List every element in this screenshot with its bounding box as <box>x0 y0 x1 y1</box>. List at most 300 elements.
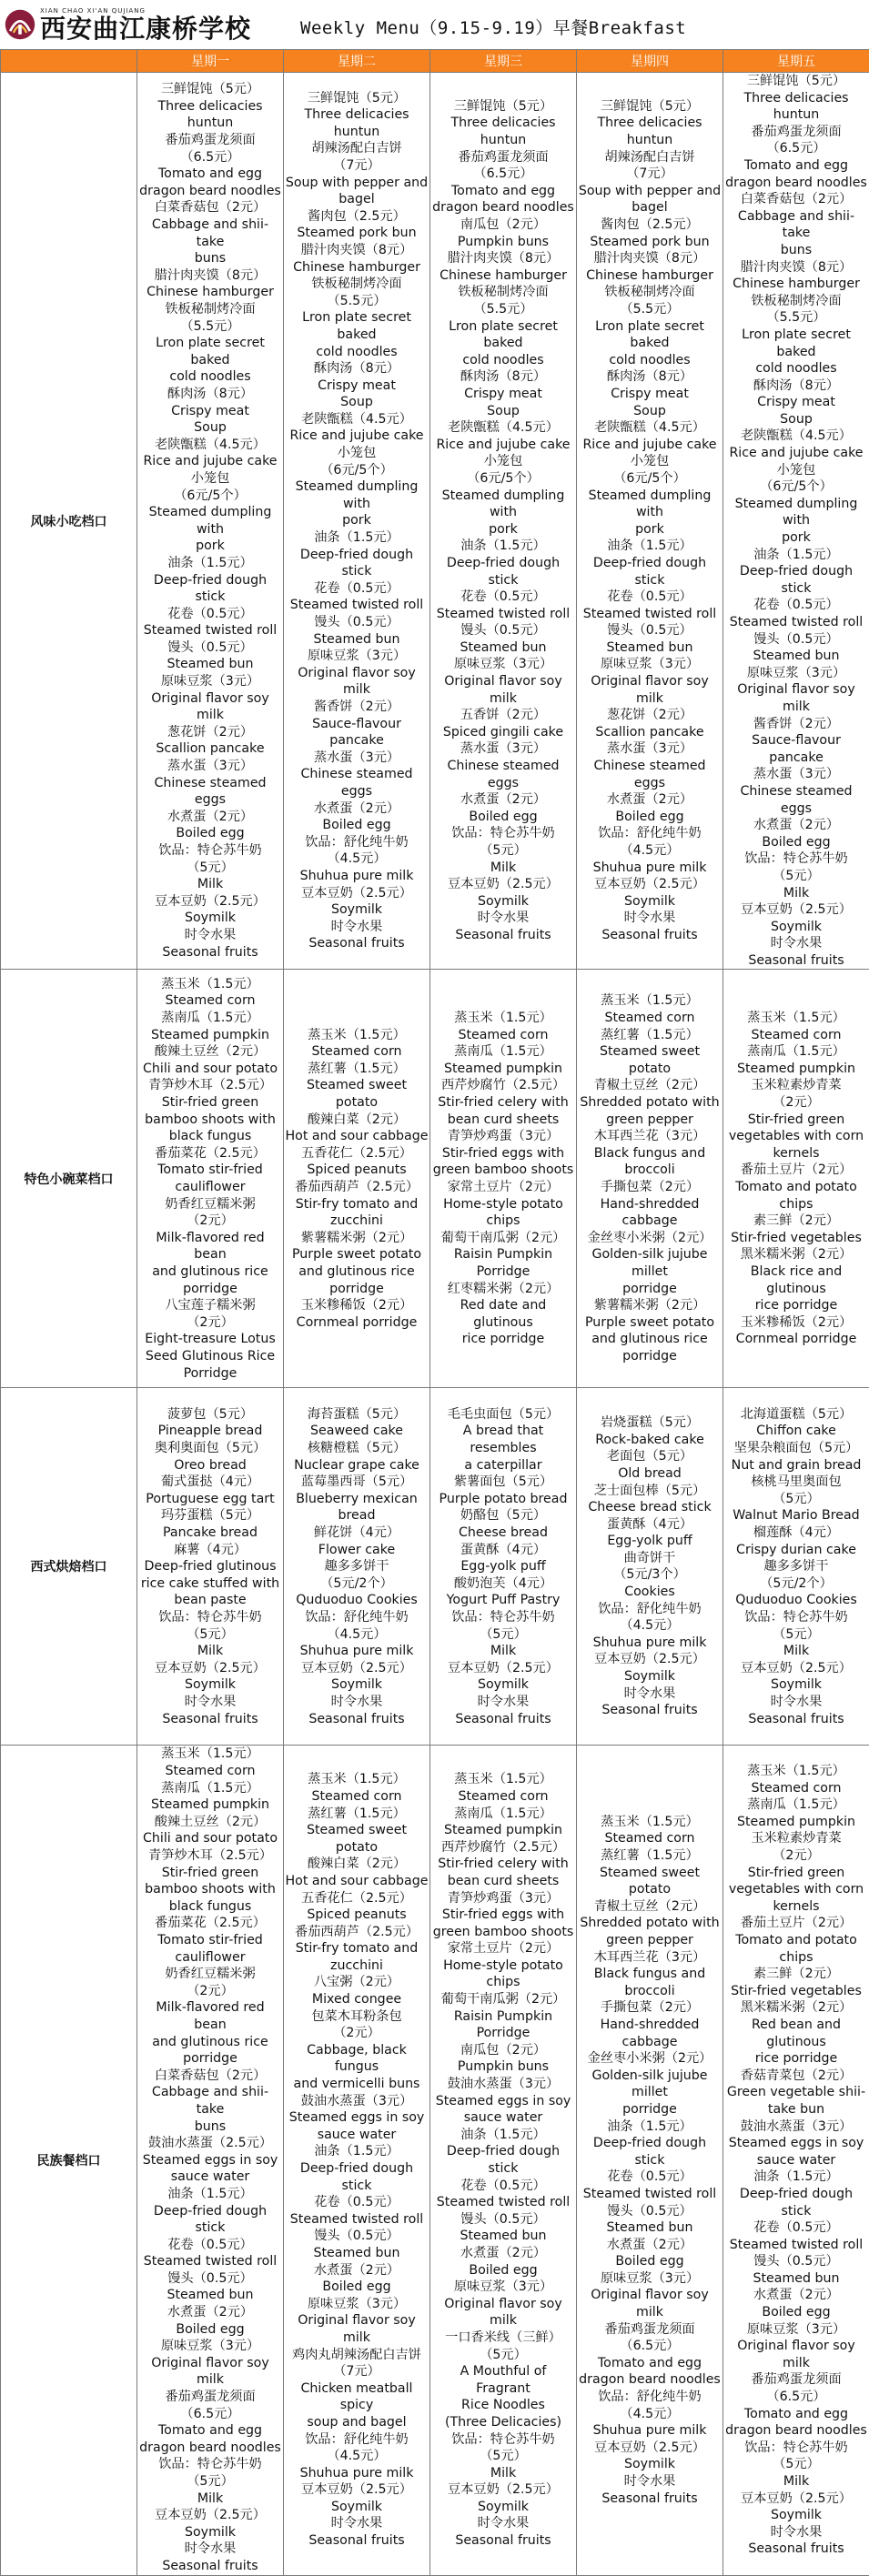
menu-item-line: Oreo bread <box>138 1457 282 1474</box>
menu-item-line: 核桃马里奥面包 <box>724 1474 868 1491</box>
menu-item-line: Steamed pork bun <box>285 225 429 242</box>
menu-item-line: 蒸红薯（1.5元） <box>578 1847 722 1865</box>
menu-item-line: Three delicacies huntun <box>724 90 868 124</box>
menu-item-line: Deep-fried dough stick <box>138 572 282 606</box>
menu-item-line: green pepper <box>578 1112 722 1129</box>
menu-item-line: 青笋炒木耳（2.5元） <box>138 1847 282 1865</box>
menu-item-line: Black rice and glutinous <box>724 1263 868 1297</box>
menu-item-line: 饮品：舒化纯牛奶 <box>578 825 722 842</box>
menu-item-line: （5元） <box>724 1626 868 1644</box>
menu-item-line: Boiled egg <box>578 2253 722 2270</box>
menu-item-line: 时令水果 <box>724 2524 868 2541</box>
menu-item-line: 番茄鸡蛋龙须面 <box>578 2321 722 2339</box>
menu-item-line: 油条（1.5元） <box>578 2118 722 2136</box>
menu-item-line: Steamed sweet potato <box>578 1865 722 1898</box>
menu-item-line: 番茄鸡蛋龙须面 <box>431 149 575 166</box>
menu-item-line: （5.5元） <box>578 301 722 318</box>
menu-item-line: 花卷（0.5元） <box>724 2219 868 2237</box>
menu-item-line: Original flavor soy milk <box>578 673 722 707</box>
menu-item-line: 蒸南瓜（1.5元） <box>138 1780 282 1797</box>
menu-item-line: 三鲜馄饨（5元） <box>285 90 429 107</box>
menu-item-line: 酸辣白菜（2元） <box>285 1856 429 1873</box>
menu-item-line: 蒸南瓜（1.5元） <box>431 1806 575 1823</box>
menu-item-line: Original flavor soy milk <box>724 681 868 715</box>
menu-item-line: 时令水果 <box>431 910 575 927</box>
menu-item-line: Steamed bun <box>578 2219 722 2237</box>
menu-item-line: Purple potato bread <box>431 1491 575 1508</box>
menu-item-line: 酥肉汤（8元） <box>724 377 868 395</box>
menu-item-line: Stir-fry tomato and <box>285 1940 429 1957</box>
menu-item-line: 花卷（0.5元） <box>431 2178 575 2195</box>
menu-item-line: 三鲜馄饨（5元） <box>724 73 868 90</box>
menu-item-line: kernels <box>724 1898 868 1916</box>
menu-item-line: 花卷（0.5元） <box>724 597 868 614</box>
menu-item-line: 紫薯糯米粥（2元） <box>285 1230 429 1247</box>
menu-item-line: （4.5元） <box>578 842 722 860</box>
menu-cell-friday <box>723 1746 869 2575</box>
menu-item-line: Crispy meat <box>431 386 575 403</box>
menu-item-line: Seasonal fruits <box>138 1711 282 1728</box>
menu-item-line: 酥肉汤（8元） <box>578 368 722 386</box>
menu-item-line: 油条（1.5元） <box>431 538 575 555</box>
menu-item-line: 八宝粥（2元） <box>285 1974 429 1991</box>
menu-item-line: Cabbage, black fungus <box>285 2042 429 2076</box>
menu-item-line: chips <box>431 1213 575 1230</box>
menu-item-line: 鸡肉丸胡辣汤配白吉饼 <box>285 2347 429 2364</box>
menu-item-line: 馒头（0.5元） <box>138 2270 282 2288</box>
menu-item-line: Shuhua pure milk <box>578 860 722 877</box>
menu-item-line: Soymilk <box>285 901 429 919</box>
menu-item-line: Pineapple bread <box>138 1423 282 1440</box>
menu-item-line: 番茄菜花（2.5元） <box>138 1145 282 1162</box>
menu-item-line: 奶香红豆糯米粥 <box>138 1196 282 1213</box>
menu-item-line: 豆本豆奶（2.5元） <box>578 2440 722 2457</box>
category-label: 民族餐档口 <box>1 1746 137 2575</box>
menu-item-line: Chinese hamburger <box>431 267 575 285</box>
menu-item-line: 铁板秘制烤冷面 <box>138 301 282 318</box>
menu-item-line: zucchini <box>285 1957 429 1975</box>
menu-item-line: 三鲜馄饨（5元） <box>578 98 722 116</box>
menu-item-line: pork <box>138 538 282 555</box>
menu-item-line: 酥肉汤（8元） <box>138 386 282 403</box>
menu-item-line: pork <box>431 521 575 538</box>
menu-item-line: （5.5元） <box>285 293 429 310</box>
menu-item-line: Shredded potato with <box>578 1094 722 1112</box>
menu-item-line: Tomato and egg <box>578 2355 722 2372</box>
menu-item-line: bean curd sheets <box>431 1873 575 1890</box>
menu-item-line: （4.5元） <box>578 1617 722 1635</box>
menu-item-line: Boiled egg <box>724 834 868 851</box>
menu-item-line: Eight-treasure Lotus <box>138 1331 282 1348</box>
menu-item-line: Stir-fried celery with <box>431 1856 575 1873</box>
menu-cell-wednesday <box>430 1746 577 2575</box>
menu-item-line: Soup <box>724 411 868 428</box>
menu-item-line: Milk <box>431 1643 575 1660</box>
menu-item-line: Deep-fried dough stick <box>138 2203 282 2237</box>
menu-item-line: Seasonal fruits <box>285 1711 429 1728</box>
menu-item-line: （5元） <box>724 1491 868 1508</box>
menu-item-line: 时令水果 <box>431 1694 575 1711</box>
menu-item-line: Soup with pepper and <box>285 175 429 192</box>
menu-item-line: 五香花仁（2.5元） <box>285 1145 429 1162</box>
menu-cell-monday <box>137 1746 284 2575</box>
menu-item-line: 蒸水蛋（3元） <box>724 766 868 783</box>
menu-item-line: Steamed corn <box>431 1027 575 1044</box>
menu-item-line: Rice and jujube cake <box>138 453 282 470</box>
menu-item-line: 玉米粒素炒青菜 <box>724 1077 868 1094</box>
menu-item-line: 玉米粒素炒青菜 <box>724 1830 868 1847</box>
menu-item-line: 原味豆浆（3元） <box>285 648 429 665</box>
menu-item-line: 五香饼（2元） <box>431 707 575 724</box>
menu-item-line: 蒸玉米（1.5元） <box>138 1746 282 1763</box>
menu-item-line: Black fungus and <box>578 1966 722 1983</box>
menu-item-line: （7元） <box>578 166 722 183</box>
menu-item-line: 番茄鸡蛋龙须面 <box>138 2389 282 2406</box>
menu-item-line: 番茄西葫芦（2.5元） <box>285 1924 429 1941</box>
menu-item-line: 手撕包菜（2元） <box>578 1179 722 1196</box>
menu-item-line: 馒头（0.5元） <box>724 2253 868 2270</box>
menu-item-line: Soup <box>138 419 282 437</box>
menu-item-line: 素三鲜（2元） <box>724 1966 868 1983</box>
day-header-row <box>1 50 869 73</box>
menu-item-line: 豆本豆奶（2.5元） <box>578 1651 722 1668</box>
menu-item-line: green pepper <box>578 1932 722 1949</box>
menu-item-line: black fungus <box>138 1898 282 1916</box>
menu-item-line: Original flavor soy milk <box>431 2296 575 2329</box>
menu-item-line: 核糖橙糕（5元） <box>285 1440 429 1457</box>
menu-item-line: Steamed bun <box>431 639 575 657</box>
menu-item-line: 饮品：特仑苏牛奶 <box>138 2456 282 2473</box>
menu-item-line: 蒸玉米（1.5元） <box>578 1814 722 1831</box>
menu-item-line: 油条（1.5元） <box>285 529 429 547</box>
menu-item-line: （2元） <box>138 1983 282 2000</box>
menu-item-line: Shuhua pure milk <box>285 868 429 885</box>
menu-item-line: Chinese steamed eggs <box>724 783 868 817</box>
menu-item-line: Steamed dumpling with <box>138 504 282 538</box>
menu-item-line: Steamed dumpling with <box>724 496 868 529</box>
menu-item-line: 家常土豆片（2元） <box>431 1940 575 1957</box>
menu-item-line: Steamed sweet potato <box>285 1822 429 1856</box>
menu-item-line: cabbage <box>578 1213 722 1230</box>
menu-item-line: Tomato and egg <box>431 183 575 200</box>
menu-item-line: （5元） <box>431 1626 575 1644</box>
menu-item-line: Three delicacies huntun <box>138 98 282 132</box>
menu-item-line: 青笋炒鸡蛋（3元） <box>431 1128 575 1145</box>
menu-item-line: 小笼包 <box>724 462 868 479</box>
menu-item-line: 青椒土豆丝（2元） <box>578 1898 722 1916</box>
menu-item-line: Steamed twisted roll <box>285 2211 429 2229</box>
menu-item-line: 油条（1.5元） <box>578 538 722 555</box>
menu-item-line: 花卷（0.5元） <box>138 606 282 623</box>
menu-item-line: Stir-fried vegetables <box>724 1983 868 2000</box>
menu-item-line: Steamed bun <box>138 2287 282 2304</box>
menu-item-line: 玉米糁稀饭（2元） <box>724 1314 868 1332</box>
menu-item-line: Quduoduo Cookies <box>285 1592 429 1609</box>
menu-item-line: Home-style potato <box>431 1196 575 1213</box>
menu-item-line: Three delicacies huntun <box>578 115 722 148</box>
menu-item-line: Lron plate secret baked <box>138 335 282 368</box>
menu-item-line: Steamed twisted roll <box>285 597 429 614</box>
menu-item-line: Rice Noodles <box>431 2397 575 2414</box>
menu-item-line: Boiled egg <box>431 2262 575 2279</box>
menu-item-line: (Three Delicacies) <box>431 2414 575 2431</box>
menu-item-line: 酸辣土豆丝（2元） <box>138 1043 282 1061</box>
menu-item-line: 小笼包 <box>138 470 282 488</box>
menu-item-line: Lron plate secret baked <box>578 318 722 352</box>
menu-item-line: Chili and sour potato <box>138 1061 282 1078</box>
menu-item-line: Chinese steamed eggs <box>431 758 575 791</box>
menu-item-line: Red date and glutinous <box>431 1297 575 1331</box>
menu-item-line: Soymilk <box>285 2499 429 2516</box>
menu-item-line: Boiled egg <box>285 2279 429 2296</box>
menu-item-line: porridge <box>285 1281 429 1298</box>
corner-cell <box>1 50 137 73</box>
menu-item-line: 玉米糁稀饭（2元） <box>285 1297 429 1314</box>
menu-item-line: （5元） <box>138 1626 282 1644</box>
menu-item-line: 蒸水蛋（3元） <box>578 740 722 758</box>
menu-item-line: （4.5元） <box>285 1626 429 1644</box>
menu-item-line: 花卷（0.5元） <box>578 2168 722 2186</box>
menu-item-line: and glutinous rice <box>285 1263 429 1281</box>
menu-item-line: 木耳西兰花（3元） <box>578 1949 722 1967</box>
menu-item-line: Deep-fried dough stick <box>431 2143 575 2177</box>
menu-item-line: 蒸南瓜（1.5元） <box>138 1010 282 1027</box>
menu-item-line: 水煮蛋（2元） <box>724 817 868 834</box>
menu-item-line: Soup <box>578 403 722 420</box>
menu-item-line: （6元/5个） <box>578 470 722 488</box>
menu-item-line: dragon beard noodles <box>138 183 282 200</box>
menu-item-line: pork <box>285 512 429 529</box>
menu-item-line: Stir-fried eggs with <box>431 1145 575 1162</box>
menu-item-line: Cabbage and shii-take <box>724 208 868 242</box>
menu-item-line: Deep-fried dough stick <box>724 563 868 597</box>
menu-cell-tuesday <box>284 1388 430 1746</box>
menu-item-line: 油条（1.5元） <box>724 2168 868 2186</box>
menu-item-line: Milk-flavored red bean <box>138 1230 282 1263</box>
menu-item-line: （6元/5个） <box>431 470 575 488</box>
menu-item-line: Steamed corn <box>578 1830 722 1847</box>
category-label: 特色小碗菜档口 <box>1 970 137 1388</box>
menu-item-line: 饮品：特仑苏牛奶 <box>431 825 575 842</box>
menu-item-line: Rice and jujube cake <box>578 437 722 454</box>
menu-item-line: 鼓油水蒸蛋（3元） <box>285 2093 429 2110</box>
menu-item-line: soup and bagel <box>285 2414 429 2431</box>
menu-item-line: 饮品：舒化纯牛奶 <box>285 2431 429 2449</box>
menu-item-line: 豆本豆奶（2.5元） <box>138 2507 282 2524</box>
menu-item-line: 胡辣汤配白吉饼 <box>285 140 429 157</box>
menu-item-line: 蒸玉米（1.5元） <box>578 992 722 1010</box>
menu-item-line: 蒸水蛋（3元） <box>285 750 429 767</box>
section-row-flavor-snacks <box>1 73 869 970</box>
menu-item-line: Old bread <box>578 1465 722 1483</box>
menu-item-line: Stir-fried eggs with <box>431 1907 575 1924</box>
menu-cell-wednesday <box>430 970 577 1388</box>
menu-item-line: dragon beard noodles <box>724 2422 868 2440</box>
menu-item-line: （7元） <box>285 2363 429 2380</box>
menu-item-line: 紫薯糯米粥（2元） <box>578 1297 722 1314</box>
menu-item-line: Steamed pork bun <box>578 234 722 251</box>
menu-item-line: 三鲜馄饨（5元） <box>431 98 575 116</box>
menu-item-line: Chinese hamburger <box>285 259 429 277</box>
menu-item-line: 酱香饼（2元） <box>285 699 429 716</box>
menu-item-line: Crispy meat <box>578 386 722 403</box>
menu-item-line: （6.5元） <box>724 2389 868 2406</box>
menu-item-line: 老面包（5元） <box>578 1448 722 1465</box>
menu-item-line: pork <box>724 529 868 547</box>
menu-item-line: 番茄鸡蛋龙须面 <box>138 132 282 149</box>
menu-item-line: Seed Glutinous Rice <box>138 1348 282 1365</box>
menu-item-line: Three delicacies huntun <box>431 115 575 148</box>
menu-item-line: bagel <box>578 199 722 216</box>
menu-item-line: （2元） <box>724 1094 868 1112</box>
menu-item-line: Seasonal fruits <box>431 1711 575 1728</box>
menu-cell-friday <box>723 73 869 970</box>
menu-item-line: Flower cake <box>285 1542 429 1559</box>
menu-item-line: 油条（1.5元） <box>724 547 868 564</box>
menu-item-line: 南瓜包（2元） <box>431 216 575 234</box>
menu-item-line: 曲奇饼干 <box>578 1550 722 1567</box>
menu-item-line: 豆本豆奶（2.5元） <box>578 876 722 893</box>
menu-item-line: 白菜香菇包（2元） <box>138 2068 282 2085</box>
menu-item-line: 小笼包 <box>285 445 429 462</box>
menu-item-line: （6.5元） <box>138 149 282 166</box>
menu-item-line: 葡萄干南瓜粥（2元） <box>431 1230 575 1247</box>
menu-item-line: Hand-shredded <box>578 1196 722 1213</box>
menu-item-line: Sauce-flavour pancake <box>285 716 429 750</box>
menu-item-line: Tomato and potato <box>724 1932 868 1949</box>
menu-item-line: Soymilk <box>431 1676 575 1694</box>
menu-item-line: （5元/2个） <box>724 1575 868 1593</box>
menu-item-line: Soup <box>285 394 429 411</box>
menu-item-line: 三鲜馄饨（5元） <box>138 81 282 98</box>
menu-cell-friday <box>723 970 869 1388</box>
menu-item-line: 香菇青菜包（2元） <box>724 2068 868 2085</box>
logo-subtitle: XIAN CHAO XI'AN QUJIANG <box>40 8 251 15</box>
menu-item-line: 蒸南瓜（1.5元） <box>724 1043 868 1061</box>
menu-item-line: Original flavor soy milk <box>724 2338 868 2371</box>
menu-item-line: Milk <box>724 2473 868 2490</box>
section-row-ethnic-cuisine <box>1 1746 869 2575</box>
menu-item-line: Stir-fried green <box>724 1112 868 1129</box>
menu-item-line: 榴莲酥（4元） <box>724 1524 868 1542</box>
menu-item-line: 饮品：特仑苏牛奶 <box>724 850 868 868</box>
menu-item-line: 水煮蛋（2元） <box>431 2245 575 2262</box>
menu-item-line: 蒸玉米（1.5元） <box>724 1763 868 1780</box>
menu-item-line: 豆本豆奶（2.5元） <box>285 2481 429 2499</box>
menu-item-line: 饮品：特仑苏牛奶 <box>138 1609 282 1626</box>
menu-item-line: Steamed corn <box>285 1788 429 1806</box>
menu-item-line: bagel <box>285 191 429 208</box>
logo-name: 西安曲江康桥学校 <box>40 16 251 42</box>
menu-item-line: Steamed twisted roll <box>138 622 282 639</box>
menu-item-line: Steamed eggs in soy <box>138 2152 282 2169</box>
menu-item-line: 原味豆浆（3元） <box>138 673 282 690</box>
menu-item-line: Chicken meatball spicy <box>285 2380 429 2414</box>
menu-item-line: 蒸水蛋（3元） <box>138 758 282 775</box>
menu-item-line: Porridge <box>138 1365 282 1383</box>
menu-item-line: 铁板秘制烤冷面 <box>724 293 868 310</box>
day-header-wednesday: 星期三 <box>430 50 577 73</box>
menu-item-line: and glutinous rice <box>138 1263 282 1281</box>
menu-item-line: Boiled egg <box>431 809 575 826</box>
menu-item-line: kernels <box>724 1145 868 1162</box>
menu-item-line: 素三鲜（2元） <box>724 1213 868 1230</box>
menu-item-line: Cookies <box>578 1584 722 1601</box>
menu-item-line: Cheese bread stick <box>578 1499 722 1516</box>
menu-item-line: cabbage <box>578 2034 722 2051</box>
menu-cell-tuesday <box>284 970 430 1388</box>
menu-item-line: Seaweed cake <box>285 1423 429 1440</box>
menu-item-line: 油条（1.5元） <box>138 555 282 572</box>
menu-item-line: 时令水果 <box>578 910 722 927</box>
menu-cell-monday <box>137 970 284 1388</box>
menu-item-line: 铁板秘制烤冷面 <box>285 276 429 293</box>
menu-item-line: （6元/5个） <box>724 478 868 496</box>
menu-item-line: Egg-yolk puff <box>578 1533 722 1550</box>
menu-item-line: 青笋炒鸡蛋（3元） <box>431 1890 575 1907</box>
menu-item-line: 馒头（0.5元） <box>285 2228 429 2245</box>
menu-item-line: Nut and grain bread <box>724 1457 868 1474</box>
menu-item-line: dragon beard noodles <box>724 175 868 192</box>
menu-item-line: 饮品：舒化纯牛奶 <box>285 1609 429 1626</box>
menu-item-line: 豆本豆奶（2.5元） <box>285 885 429 902</box>
menu-item-line: （6.5元） <box>138 2406 282 2423</box>
menu-item-line: Seasonal fruits <box>138 2558 282 2575</box>
menu-item-line: dragon beard noodles <box>578 2371 722 2389</box>
menu-item-line: 蒸南瓜（1.5元） <box>724 1796 868 1814</box>
menu-item-line: 时令水果 <box>724 935 868 952</box>
menu-item-line: Original flavor soy milk <box>431 673 575 707</box>
menu-item-line: broccoli <box>578 1162 722 1179</box>
menu-item-line: Shuhua pure milk <box>285 1643 429 1660</box>
menu-item-line: 坚果杂粮面包（5元） <box>724 1440 868 1457</box>
menu-item-line: （5.5元） <box>431 301 575 318</box>
menu-item-line: 海苔蛋糕（5元） <box>285 1406 429 1424</box>
menu-item-line: Chinese hamburger <box>724 276 868 293</box>
menu-item-line: Milk <box>138 876 282 893</box>
menu-item-line: Soymilk <box>724 2507 868 2524</box>
menu-item-line: 菠萝包（5元） <box>138 1406 282 1424</box>
menu-item-line: Golden-silk jujube millet <box>578 1246 722 1280</box>
menu-item-line: Green vegetable shii- <box>724 2084 868 2101</box>
menu-item-line: （6元/5个） <box>285 462 429 479</box>
menu-item-line: porridge <box>578 1348 722 1365</box>
menu-item-line: 豆本豆奶（2.5元） <box>724 901 868 919</box>
menu-cell-thursday <box>577 1746 723 2575</box>
menu-item-line: Milk <box>724 885 868 902</box>
menu-item-line: Cheese bread <box>431 1524 575 1542</box>
menu-item-line: 番茄鸡蛋龙须面 <box>724 124 868 141</box>
menu-item-line: （5.5元） <box>138 318 282 336</box>
menu-item-line: 时令水果 <box>285 2515 429 2532</box>
menu-item-line: 蒸红薯（1.5元） <box>285 1061 429 1078</box>
menu-item-line: 油条（1.5元） <box>285 2143 429 2160</box>
menu-item-line: Stir-fried green <box>138 1865 282 1882</box>
menu-item-line: zucchini <box>285 1213 429 1230</box>
menu-item-line: Lron plate secret baked <box>285 309 429 343</box>
menu-item-line: 麻薯（4元） <box>138 1542 282 1559</box>
menu-item-line: Hot and sour cabbage <box>285 1873 429 1890</box>
menu-item-line: Cabbage and shii-take <box>138 216 282 250</box>
menu-item-line: Steamed eggs in soy <box>285 2109 429 2127</box>
menu-item-line: Crispy meat <box>138 403 282 420</box>
menu-item-line: Steamed sweet potato <box>285 1077 429 1111</box>
menu-item-line: Tomato and egg <box>138 166 282 183</box>
menu-item-line: 时令水果 <box>724 1694 868 1711</box>
menu-item-line: （6.5元） <box>724 140 868 157</box>
menu-item-line: 原味豆浆（3元） <box>724 2321 868 2339</box>
menu-item-line: Tomato and egg <box>724 157 868 175</box>
